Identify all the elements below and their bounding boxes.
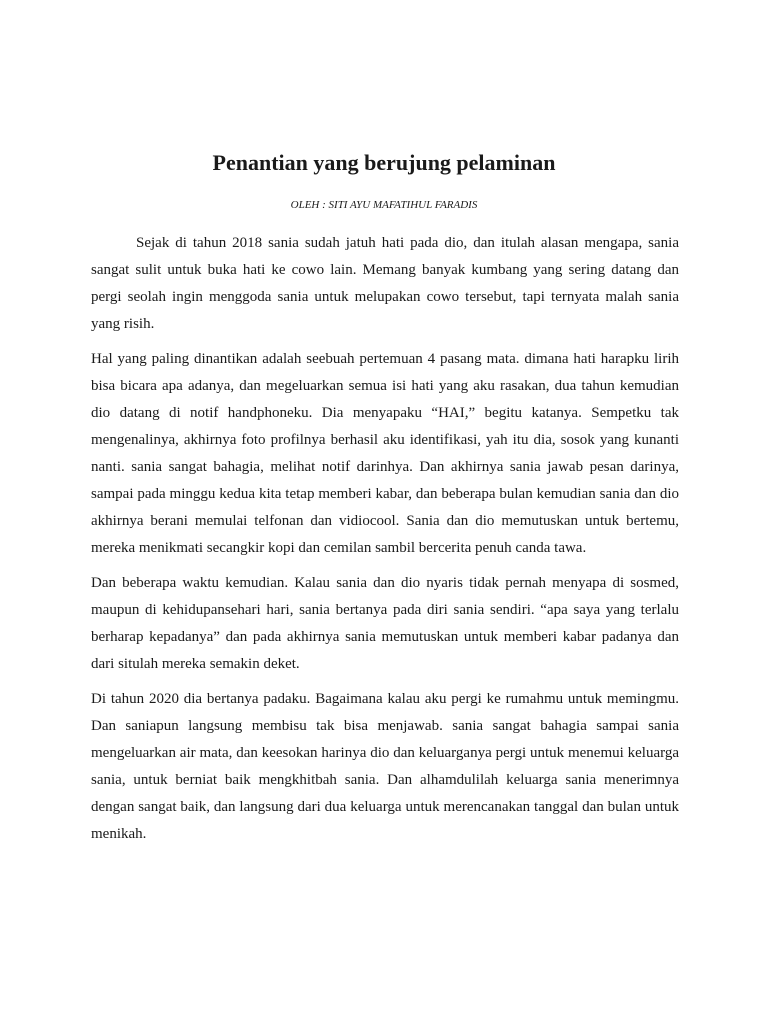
paragraph: Dan beberapa waktu kemudian. Kalau sania dan dio nyaris tidak pernah menyapa di sosmed, maupun di kehidupansehari hari, sania bertanya pada diri sania sendiri. “apa saya yang terlalu berharap kepadanya” dan pada akhirnya sania memutuskan untuk memberi kabar padanya dan dari situlah mereka semakin deket.: [91, 575, 679, 672]
paragraph: Hal yang paling dinantikan adalah seebuah pertemuan 4 pasang mata. dimana hati harapku lirih bisa bicara apa adanya, dan megeluarkan semua isi hati yang aku rasakan, dua tahun kemudian dio datang di notif handphoneku. Dia menyapaku “HAI,” begitu katanya. Sempetku tak mengenalinya, akhirnya foto profilnya berhasil aku identifikasi, yah itu dia, sosok yang kunanti nanti. sania sangat bahagia, melihat notif darinhya. Dan akhirnya sania jawab pesan darinya, sampai pada minggu kedua kita tetap memberi kabar, dan beberapa bulan kemudian sania dan dio akhirnya berani memulai telfonan dan vidiocool. Sania dan dio memutuskan untuk bertemu, mereka menikmati secangkir kopi dan cemilan sambil bercerita penuh canda tawa.: [91, 351, 679, 556]
document-title: Penantian yang berujung pelaminan: [212, 150, 556, 175]
document-body: [91, 230, 679, 856]
paragraph: Di tahun 2020 dia bertanya padaku. Bagaimana kalau aku pergi ke rumahmu untuk memingmu. Dan saniapun langsung membisu tak bisa menjawab. sania sangat bahagia sampai sania mengeluarkan air mata, dan keesokan harinya dio dan keluarganya pergi untuk menemui keluarga sania, untuk berniat baik mengkhitbah sania. Dan alhamdulilah keluarga sania menerimnya dengan sangat baik, dan langsung dari dua keluarga untuk merencanakan tanggal dan bulan untuk menikah.: [91, 691, 679, 842]
paragraph: Sejak di tahun 2018 sania sudah jatuh hati pada dio, dan itulah alasan mengapa, sania sangat sulit untuk buka hati ke cowo lain. Memang banyak kumbang yang sering datang dan pergi seolah ingin menggoda sania untuk melupakan cowo tersebut, tapi ternyata malah sania yang risih.: [91, 235, 679, 332]
author-line: OLEH : SITI AYU MAFATIHUL FARADIS: [290, 199, 478, 211]
